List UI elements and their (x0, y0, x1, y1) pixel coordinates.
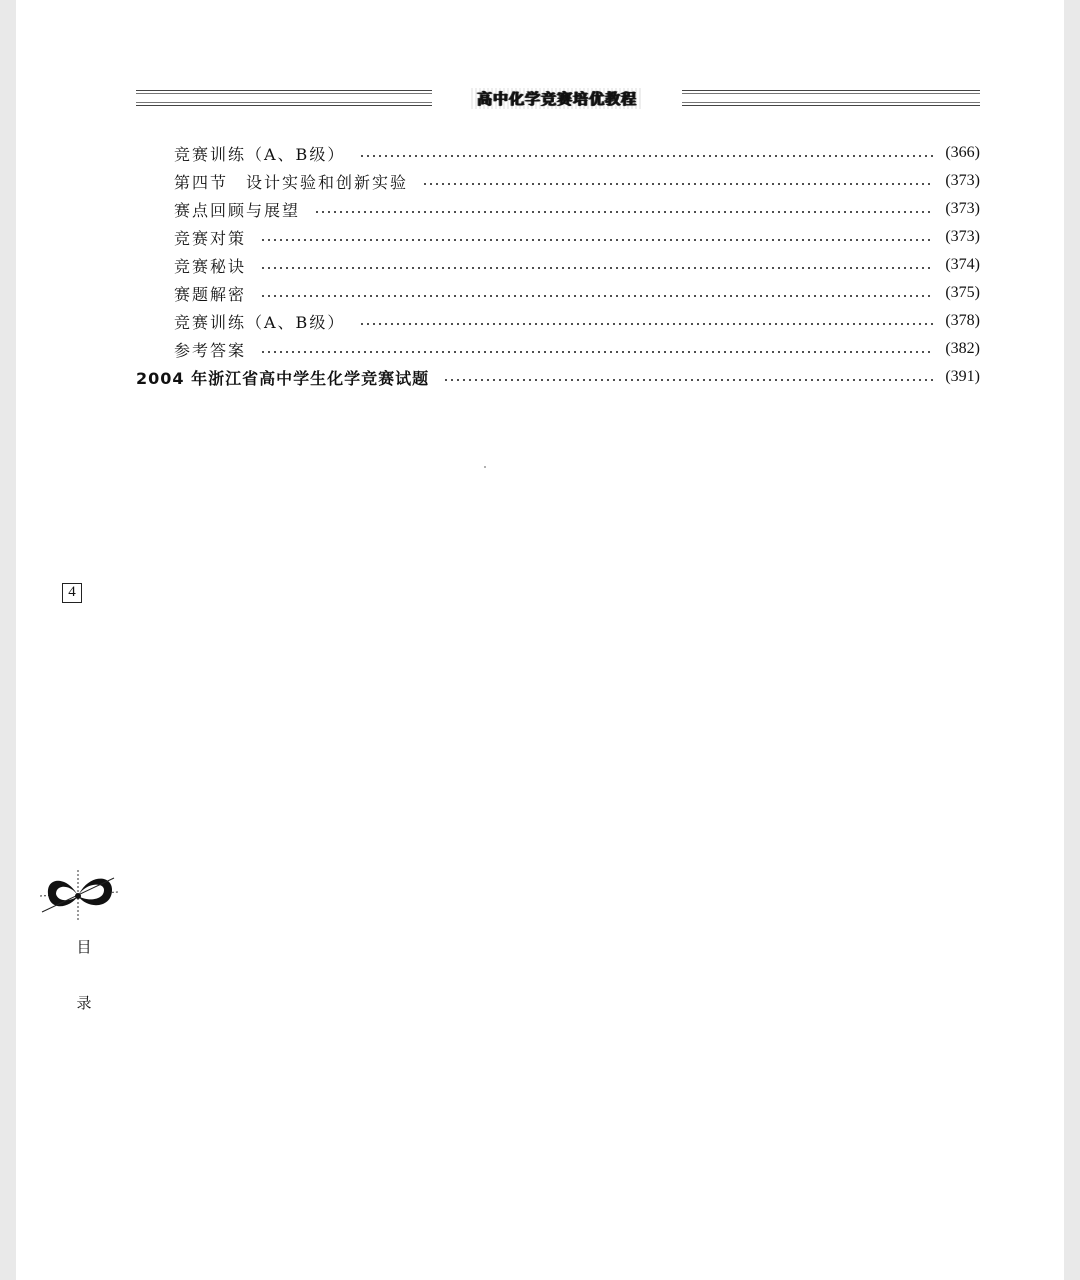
header-title-band (432, 89, 682, 107)
toc-entry[interactable] (136, 223, 980, 251)
toc-entry-page: (373) (945, 228, 980, 245)
toc-entry-page: (373) (945, 200, 980, 217)
running-header (136, 88, 980, 110)
toc-entry-page: (366) (945, 144, 980, 161)
toc-entry[interactable] (136, 335, 980, 363)
table-of-contents (136, 139, 980, 391)
document-page (16, 0, 1064, 1280)
toc-entry-label: 赛点回顾与展望 (174, 200, 301, 220)
bow-ornament-icon (38, 868, 120, 924)
toc-entry[interactable] (136, 195, 980, 223)
header-title: 高中化学竞赛培优教程 (471, 88, 643, 109)
page-number-box: 4 (62, 583, 82, 603)
toc-entry-page: (374) (945, 256, 980, 273)
leader-dots (359, 155, 933, 157)
toc-entry[interactable] (136, 279, 980, 307)
toc-entry-page: (378) (945, 312, 980, 329)
toc-entry-label: 参考答案 (174, 340, 247, 360)
toc-entry[interactable] (136, 307, 980, 335)
toc-entry-label: 第四节 设计实验和创新实验 (174, 172, 409, 192)
leader-dots (260, 239, 933, 241)
toc-entry-page: (382) (945, 340, 980, 357)
leader-dots (422, 183, 933, 185)
toc-entry-chapter[interactable] (136, 363, 980, 391)
toc-entry-label: 竞赛训练（A、B级） (174, 312, 346, 332)
toc-entry-label: 赛题解密 (174, 284, 247, 304)
leader-dots (260, 351, 933, 353)
toc-entry[interactable] (136, 139, 980, 167)
toc-entry-label: 2004 年浙江省高中学生化学竞赛试题 (136, 368, 430, 388)
leader-dots (443, 379, 933, 381)
toc-entry-page: (373) (945, 172, 980, 189)
toc-entry-page: (391) (945, 368, 980, 385)
leader-dots (359, 323, 933, 325)
toc-entry-page: (375) (945, 284, 980, 301)
toc-entry[interactable] (136, 251, 980, 279)
side-label-char-1: 目 (76, 938, 92, 956)
leader-dots (260, 267, 933, 269)
toc-entry-label: 竞赛对策 (174, 228, 247, 248)
leader-dots (314, 211, 933, 213)
toc-entry-label: 竞赛训练（A、B级） (174, 144, 346, 164)
toc-entry-label: 竞赛秘诀 (174, 256, 247, 276)
leader-dots (260, 295, 933, 297)
scan-speck (484, 466, 486, 468)
toc-entry[interactable] (136, 167, 980, 195)
side-label-char-2: 录 (76, 994, 92, 1012)
